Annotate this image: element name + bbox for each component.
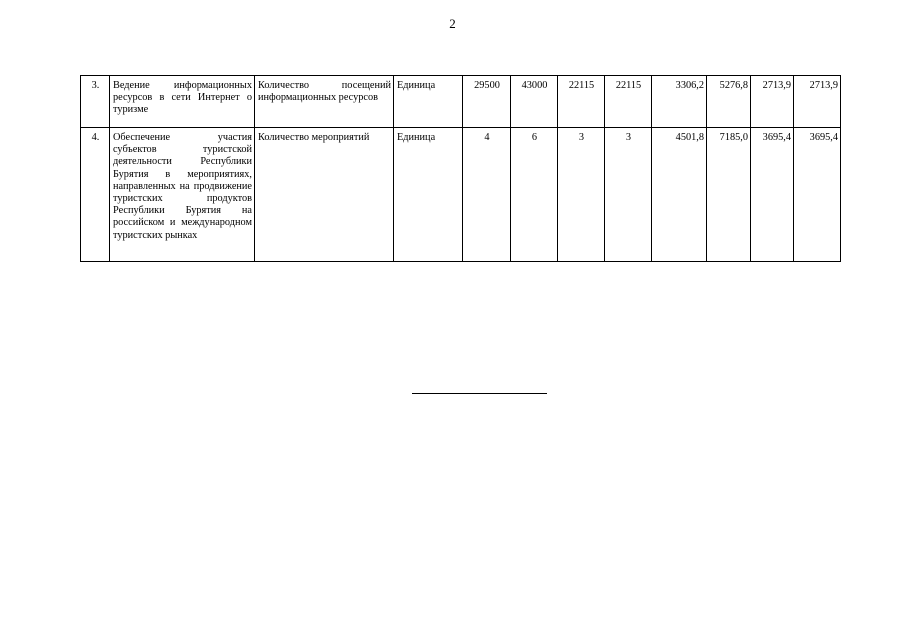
- measure-name: Обеспечение участия субъектов туристской деятельности Республики Бурятия в мероприятиях, направленных на продвижение туристских продуктов Республики Бурятия на российском и международном туристских рынках: [110, 128, 255, 262]
- indicator-value-2: 43000: [511, 76, 558, 128]
- program-table: [80, 75, 841, 262]
- row-number: 3.: [81, 76, 110, 128]
- indicator-value-3: 22115: [558, 76, 605, 128]
- indicator-value-3: 3: [558, 128, 605, 262]
- unit: Единица: [394, 128, 463, 262]
- indicator-value-4: 3: [605, 128, 652, 262]
- funding-value-4: 3695,4: [794, 128, 841, 262]
- funding-value-3: 2713,9: [751, 76, 794, 128]
- table-row: [81, 128, 841, 262]
- unit: Единица: [394, 76, 463, 128]
- indicator-name: Количество посещений информационных ресурсов: [255, 76, 394, 128]
- indicator-value-1: 4: [463, 128, 511, 262]
- indicator-value-1: 29500: [463, 76, 511, 128]
- funding-value-1: 3306,2: [652, 76, 707, 128]
- indicator-value-2: 6: [511, 128, 558, 262]
- table-row: [81, 76, 841, 128]
- page-number: 2: [449, 16, 456, 31]
- measure-name: Ведение информационных ресурсов в сети Интернет о туризме: [110, 76, 255, 128]
- funding-value-3: 3695,4: [751, 128, 794, 262]
- footer-rule: [412, 393, 547, 394]
- funding-value-4: 2713,9: [794, 76, 841, 128]
- funding-value-1: 4501,8: [652, 128, 707, 262]
- indicator-name: Количество мероприятий: [255, 128, 394, 262]
- funding-value-2: 7185,0: [707, 128, 751, 262]
- indicator-value-4: 22115: [605, 76, 652, 128]
- row-number: 4.: [81, 128, 110, 262]
- funding-value-2: 5276,8: [707, 76, 751, 128]
